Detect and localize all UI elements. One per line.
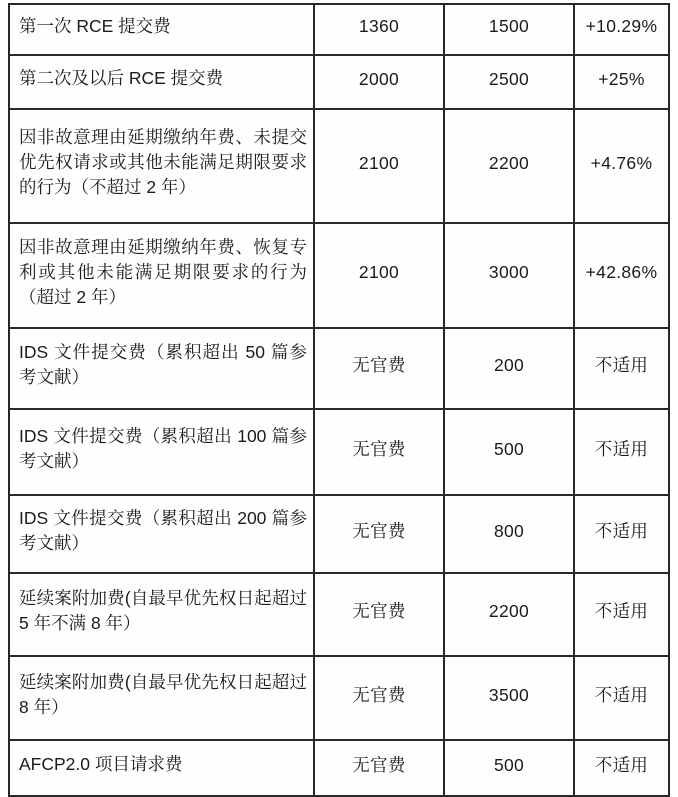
fee-name-cell: 延续案附加费(自最早优先权日起超过 5 年不满 8 年） bbox=[9, 573, 314, 656]
old-fee-cell: 2000 bbox=[314, 55, 444, 109]
new-fee-cell: 500 bbox=[444, 740, 574, 796]
change-cell: 不适用 bbox=[574, 573, 669, 656]
old-fee-cell: 无官费 bbox=[314, 328, 444, 409]
old-fee-cell: 无官费 bbox=[314, 740, 444, 796]
fee-name-cell: IDS 文件提交费（累积超出 50 篇参考文献） bbox=[9, 328, 314, 409]
change-cell: +25% bbox=[574, 55, 669, 109]
old-fee-cell: 无官费 bbox=[314, 495, 444, 573]
fee-name-cell: IDS 文件提交费（累积超出 100 篇参考文献） bbox=[9, 409, 314, 495]
table-row bbox=[9, 740, 669, 796]
new-fee-cell: 2500 bbox=[444, 55, 574, 109]
old-fee-cell: 2100 bbox=[314, 109, 444, 223]
change-cell: +42.86% bbox=[574, 223, 669, 328]
table-row bbox=[9, 4, 669, 55]
fee-name-cell: AFCP2.0 项目请求费 bbox=[9, 740, 314, 796]
new-fee-cell: 3000 bbox=[444, 223, 574, 328]
change-cell: 不适用 bbox=[574, 740, 669, 796]
table-row bbox=[9, 495, 669, 573]
table-row bbox=[9, 573, 669, 656]
new-fee-cell: 800 bbox=[444, 495, 574, 573]
change-cell: 不适用 bbox=[574, 328, 669, 409]
fee-name-cell: 第二次及以后 RCE 提交费 bbox=[9, 55, 314, 109]
table-row bbox=[9, 109, 669, 223]
change-cell: 不适用 bbox=[574, 656, 669, 740]
new-fee-cell: 500 bbox=[444, 409, 574, 495]
fee-name-cell: 因非故意理由延期缴纳年费、未提交优先权请求或其他未能满足期限要求的行为（不超过 2 年） bbox=[9, 109, 314, 223]
new-fee-cell: 1500 bbox=[444, 4, 574, 55]
fee-table bbox=[8, 3, 670, 797]
new-fee-cell: 2200 bbox=[444, 109, 574, 223]
table-row bbox=[9, 409, 669, 495]
fee-name-cell: 第一次 RCE 提交费 bbox=[9, 4, 314, 55]
change-cell: +4.76% bbox=[574, 109, 669, 223]
new-fee-cell: 3500 bbox=[444, 656, 574, 740]
fee-name-cell: 因非故意理由延期缴纳年费、恢复专利或其他未能满足期限要求的行为（超过 2 年） bbox=[9, 223, 314, 328]
old-fee-cell: 2100 bbox=[314, 223, 444, 328]
change-cell: 不适用 bbox=[574, 409, 669, 495]
change-cell: 不适用 bbox=[574, 495, 669, 573]
old-fee-cell: 无官费 bbox=[314, 409, 444, 495]
table-row bbox=[9, 223, 669, 328]
old-fee-cell: 无官费 bbox=[314, 656, 444, 740]
table-row bbox=[9, 656, 669, 740]
old-fee-cell: 无官费 bbox=[314, 573, 444, 656]
new-fee-cell: 2200 bbox=[444, 573, 574, 656]
table-row bbox=[9, 55, 669, 109]
old-fee-cell: 1360 bbox=[314, 4, 444, 55]
fee-name-cell: 延续案附加费(自最早优先权日起超过 8 年） bbox=[9, 656, 314, 740]
table-row bbox=[9, 328, 669, 409]
fee-name-cell: IDS 文件提交费（累积超出 200 篇参考文献） bbox=[9, 495, 314, 573]
new-fee-cell: 200 bbox=[444, 328, 574, 409]
change-cell: +10.29% bbox=[574, 4, 669, 55]
